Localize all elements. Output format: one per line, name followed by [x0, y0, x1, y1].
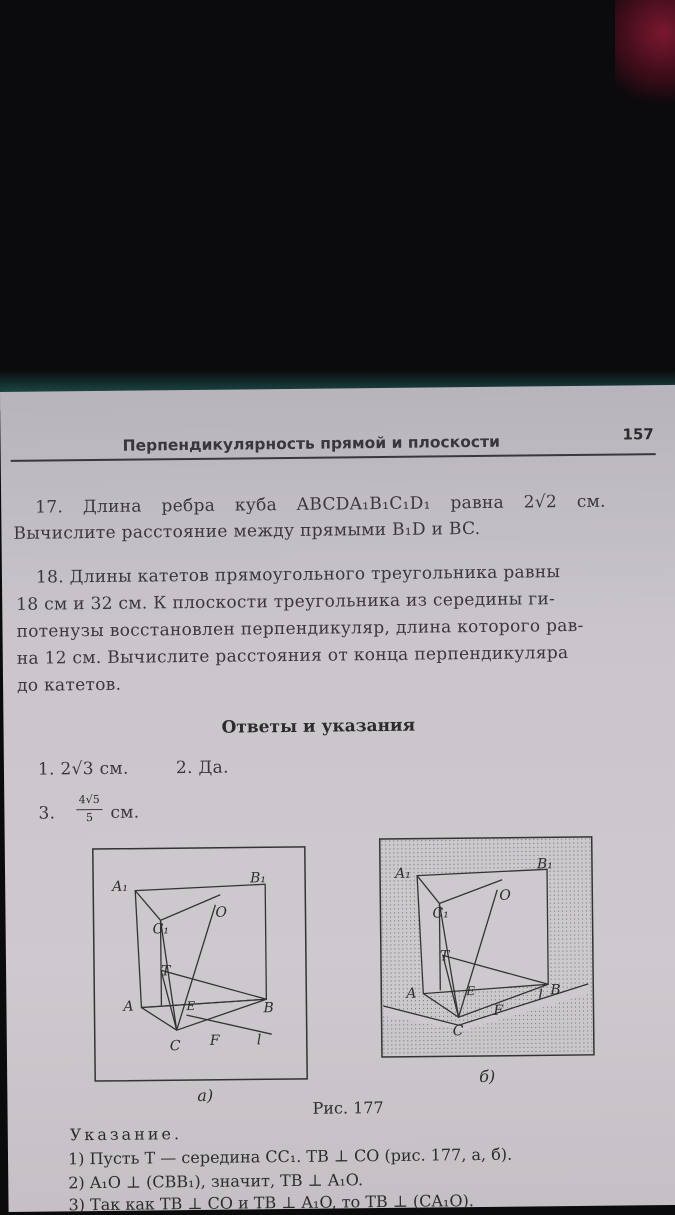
label-c: C	[169, 1038, 181, 1055]
answers-title: Ответы и указания	[221, 715, 416, 738]
label-c: C	[452, 1023, 464, 1040]
hint-line: 3) Так как TB ⊥ CO и TB ⊥ A₁O, то TB ⊥ (CA₁O).	[68, 1191, 474, 1215]
problem-17-line: 17. Длина ребра куба ABCDA₁B₁C₁D₁ равна 2√2 см.	[35, 491, 606, 518]
label-o: O	[499, 887, 511, 904]
problem-17-line: Вычислите расстояние между прямыми B₁D и BC.	[13, 518, 481, 544]
problem-18-line: на 12 см. Вычислите расстояния от конца перпендикуляра	[16, 643, 569, 669]
label-e: E	[466, 984, 476, 999]
header-rule	[11, 453, 656, 462]
label-c1: C₁	[152, 921, 170, 938]
page-number: 157	[622, 425, 654, 444]
problem-18-line: 18 см и 32 см. К плоскости треугольника из середины ги-	[16, 589, 556, 615]
answer-3: 3.	[38, 803, 56, 824]
label-a: A	[406, 985, 417, 1002]
figure-a-label: а)	[197, 1085, 214, 1105]
book-page	[0, 385, 675, 1215]
running-header: Перпендикулярность прямой и плоскости	[122, 432, 500, 455]
label-b1: B₁	[536, 856, 553, 873]
label-e: E	[186, 998, 196, 1014]
label-l: l	[538, 987, 543, 1004]
answer-2: 2. Да.	[175, 757, 229, 779]
problem-18-line: 18. Длины катетов прямоугольного треугольника равны	[35, 562, 561, 588]
label-t: T	[439, 948, 450, 965]
label-f: F	[493, 1002, 504, 1019]
hint-line: 2) A₁O ⊥ (CBB₁), значит, TB ⊥ A₁O.	[68, 1170, 364, 1193]
label-a1: A₁	[394, 865, 411, 882]
hint-line: 1) Пусть T — середина CC₁. TB ⊥ CO (рис. 177, а, б).	[67, 1144, 513, 1169]
label-t: T	[160, 963, 171, 980]
problem-18-line: до катетов.	[16, 674, 122, 696]
answer-3-denominator: 5	[85, 811, 94, 825]
figure-caption: Рис. 177	[312, 1098, 384, 1118]
background-object	[615, 0, 675, 110]
figure-177a	[90, 844, 313, 1086]
label-l: l	[256, 1032, 262, 1049]
label-b: B	[550, 982, 561, 999]
answer-1: 1. 2√3 см.	[37, 758, 129, 780]
label-f: F	[209, 1032, 220, 1049]
figure-177b	[377, 834, 599, 1061]
figure-b-label: б)	[479, 1066, 496, 1087]
label-b1: B₁	[250, 870, 267, 887]
problem-18-line: потенузы восстановлен перпендикуляр, длина которого рав-	[16, 615, 584, 642]
label-b: B	[263, 1000, 274, 1017]
label-a: A	[123, 998, 134, 1015]
label-a1: A₁	[112, 878, 129, 895]
hint-title: Указание.	[69, 1124, 183, 1145]
label-c1: C₁	[432, 905, 449, 922]
label-o: O	[215, 904, 228, 921]
answer-3-numerator: 4√5	[78, 792, 100, 807]
answer-3-unit: см.	[110, 802, 140, 823]
